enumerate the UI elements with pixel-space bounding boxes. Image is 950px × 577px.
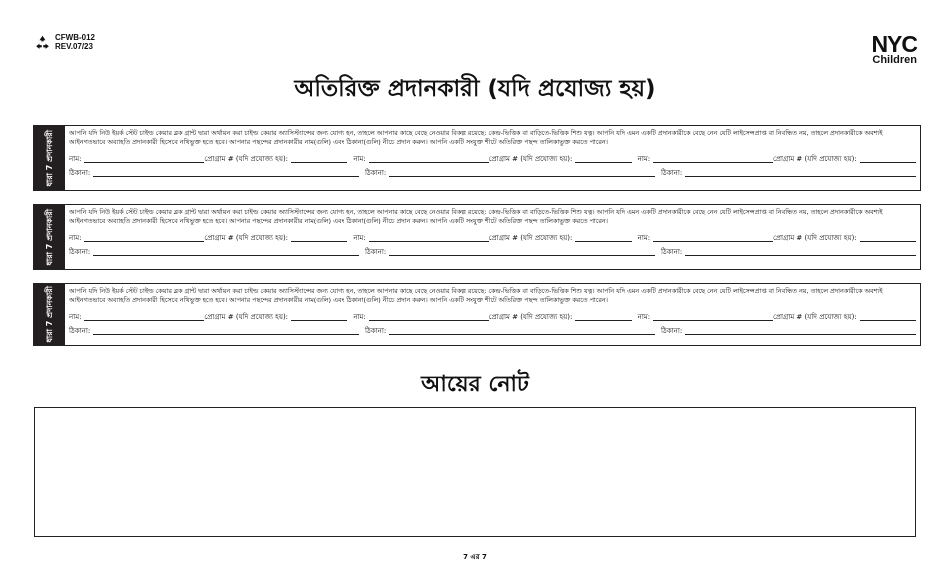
provider-2-address-field[interactable] xyxy=(389,326,655,335)
program-label: প্রোগ্রাম # (যদি প্রযোজ্য হয়): xyxy=(772,313,857,321)
address-label: ঠিকানা: xyxy=(661,169,683,177)
name-label: নাম: xyxy=(637,234,651,242)
address-label: ঠিকানা: xyxy=(661,248,683,256)
address-row xyxy=(69,166,916,177)
page-number: 7 এর 7 xyxy=(463,553,487,561)
address-label: ঠিকানা: xyxy=(365,169,387,177)
logo-sub: Children xyxy=(872,54,917,66)
name-label: নাম: xyxy=(637,313,651,321)
section-instructions: আপনি যদি নিউ ইয়র্ক স্টেট চাইল্ড কেয়ার ব্লক গ্রান্ট দ্বারা অর্থায়ন করা চাইল্ড কেয়ার অ্যাসিস্ট্যান্সের জন্য যোগ্য হন, তাহলে আপনার কাছে বেছে নেওয়ার বিকল্প রয়েছে: কেন্দ্র-ভিত্তিক বা বাড়িতে-ভিত্তিক শিশু যত্ন। আপনি যদি এমন একটি প্রদানকারীকে বেছে নেন যেটি লাইসেন্সপ্রাপ্ত বা নিবন্ধিত নয়, তাহলে প্রদানকারীকে অবশ্যই আইনগতভাবে অব্যাহতি প্রদানকারী হিসেবে নথিভুক্ত হতে হবে। আপনার পছন্দের প্রদানকারীর নাম(গুলি) এবং ঠিকানা(গুলি) নীচে প্রদান করুন। আপনি একটি সংযুক্ত শীটে অতিরিক্ত পছন্দ তালিকাভুক্ত করতে পারেন। xyxy=(69,129,883,146)
provider-2-name-field[interactable] xyxy=(369,312,489,321)
address-label: ঠিকানা: xyxy=(365,327,387,335)
form-code xyxy=(35,33,95,51)
provider-3-address-field[interactable] xyxy=(685,247,916,256)
name-label: নাম: xyxy=(353,313,366,321)
provider-1-program-field[interactable] xyxy=(291,154,347,163)
provider-3-address-field[interactable] xyxy=(685,326,916,335)
provider-2-name-field[interactable] xyxy=(369,154,489,163)
provider-1-address-field[interactable] xyxy=(93,247,359,256)
program-label: প্রোগ্রাম # (যদি প্রযোজ্য হয়): xyxy=(204,313,289,321)
logo-mark: NYC xyxy=(871,31,917,57)
program-label: প্রোগ্রাম # (যদি প্রযোজ্য হয়): xyxy=(772,234,857,242)
provider-1-program-field[interactable] xyxy=(291,312,347,321)
side-tab-label: ধারা 7 প্রদানকারী xyxy=(44,286,54,343)
address-label: ঠিকানা: xyxy=(69,327,91,335)
provider-1-name-field[interactable] xyxy=(84,312,204,321)
provider-section-1 xyxy=(33,125,921,191)
provider-3-name-field[interactable] xyxy=(653,312,773,321)
address-row xyxy=(69,324,916,335)
provider-3-program-field[interactable] xyxy=(860,154,916,163)
address-label: ঠিকানা: xyxy=(365,248,387,256)
name-label: নাম: xyxy=(69,313,82,321)
side-tab xyxy=(34,205,65,269)
side-tab xyxy=(34,284,65,345)
address-row xyxy=(69,245,916,256)
provider-3-program-field[interactable] xyxy=(860,312,916,321)
recycle-icon xyxy=(35,35,50,50)
program-label: প্রোগ্রাম # (যদি প্রযোজ্য হয়): xyxy=(488,155,573,163)
program-label: প্রোগ্রাম # (যদি প্রযোজ্য হয়): xyxy=(772,155,857,163)
provider-section-2 xyxy=(33,204,921,270)
provider-3-name-field[interactable] xyxy=(653,154,773,163)
address-label: ঠিকানা: xyxy=(69,248,91,256)
revision-text: REV.07/23 xyxy=(55,42,93,51)
page-title: অতিরিক্ত প্রদানকারী (যদি প্রযোজ্য হয়) xyxy=(294,76,656,102)
name-program-row xyxy=(69,152,916,163)
provider-1-program-field[interactable] xyxy=(291,233,347,242)
name-label: নাম: xyxy=(69,155,82,163)
name-label: নাম: xyxy=(353,234,366,242)
name-label: নাম: xyxy=(69,234,82,242)
program-label: প্রোগ্রাম # (যদি প্রযোজ্য হয়): xyxy=(204,155,289,163)
provider-1-name-field[interactable] xyxy=(84,154,204,163)
provider-2-program-field[interactable] xyxy=(575,312,631,321)
side-tab-label: ধারা 7 প্রদানকারী xyxy=(44,129,54,187)
name-label: নাম: xyxy=(637,155,651,163)
provider-2-name-field[interactable] xyxy=(369,233,489,242)
name-label: নাম: xyxy=(353,155,366,163)
program-label: প্রোগ্রাম # (যদি প্রযোজ্য হয়): xyxy=(488,234,573,242)
notes-title: আয়ের নোট xyxy=(421,372,529,397)
provider-1-address-field[interactable] xyxy=(93,168,359,177)
name-program-row xyxy=(69,231,916,242)
address-label: ঠিকানা: xyxy=(69,169,91,177)
form-code-text: CFWB-012 xyxy=(55,33,96,42)
provider-1-name-field[interactable] xyxy=(84,233,204,242)
program-label: প্রোগ্রাম # (যদি প্রযোজ্য হয়): xyxy=(204,234,289,242)
provider-2-program-field[interactable] xyxy=(575,233,631,242)
provider-2-program-field[interactable] xyxy=(575,154,631,163)
section-instructions: আপনি যদি নিউ ইয়র্ক স্টেট চাইল্ড কেয়ার ব্লক গ্রান্ট দ্বারা অর্থায়ন করা চাইল্ড কেয়ার অ্যাসিস্ট্যান্সের জন্য যোগ্য হন, তাহলে আপনার কাছে বেছে নেওয়ার বিকল্প রয়েছে: কেন্দ্র-ভিত্তিক বা বাড়িতে-ভিত্তিক শিশু যত্ন। আপনি যদি এমন একটি প্রদানকারীকে বেছে নেন যেটি লাইসেন্সপ্রাপ্ত বা নিবন্ধিত নয়, তাহলে প্রদানকারীকে অবশ্যই আইনগতভাবে অব্যাহতি প্রদানকারী হিসেবে নথিভুক্ত হতে হবে। আপনার পছন্দের প্রদানকারীর নাম(গুলি) এবং ঠিকানা(গুলি) নীচে প্রদান করুন। আপনি একটি সংযুক্ত শীটে অতিরিক্ত পছন্দ তালিকাভুক্ত করতে পারেন। xyxy=(69,208,883,225)
side-tab xyxy=(34,126,65,190)
address-label: ঠিকানা: xyxy=(661,327,683,335)
provider-2-address-field[interactable] xyxy=(389,168,655,177)
nyc-children-logo xyxy=(871,31,917,66)
section-instructions: আপনি যদি নিউ ইয়র্ক স্টেট চাইল্ড কেয়ার ব্লক গ্রান্ট দ্বারা অর্থায়ন করা চাইল্ড কেয়ার অ্যাসিস্ট্যান্সের জন্য যোগ্য হন, তাহলে আপনার কাছে বেছে নেওয়ার বিকল্প রয়েছে: কেন্দ্র-ভিত্তিক বা বাড়িতে-ভিত্তিক শিশু যত্ন। আপনি যদি এমন একটি প্রদানকারীকে বেছে নেন যেটি লাইসেন্সপ্রাপ্ত বা নিবন্ধিত নয়, তাহলে প্রদানকারীকে অবশ্যই আইনগতভাবে অব্যাহতি প্রদানকারী হিসেবে নথিভুক্ত হতে হবে। আপনার পছন্দের প্রদানকারীর নাম(গুলি) এবং ঠিকানা(গুলি) নীচে প্রদান করুন। আপনি একটি সংযুক্ত শীটে অতিরিক্ত পছন্দ তালিকাভুক্ত করতে পারেন। xyxy=(69,287,883,304)
income-notes-box[interactable] xyxy=(34,407,916,537)
provider-3-program-field[interactable] xyxy=(860,233,916,242)
provider-3-address-field[interactable] xyxy=(685,168,916,177)
provider-section-3 xyxy=(33,283,921,346)
provider-1-address-field[interactable] xyxy=(93,326,359,335)
provider-3-name-field[interactable] xyxy=(653,233,773,242)
side-tab-label: ধারা 7 প্রদানকারী xyxy=(44,208,54,266)
name-program-row xyxy=(69,310,916,321)
provider-2-address-field[interactable] xyxy=(389,247,655,256)
program-label: প্রোগ্রাম # (যদি প্রযোজ্য হয়): xyxy=(488,313,573,321)
